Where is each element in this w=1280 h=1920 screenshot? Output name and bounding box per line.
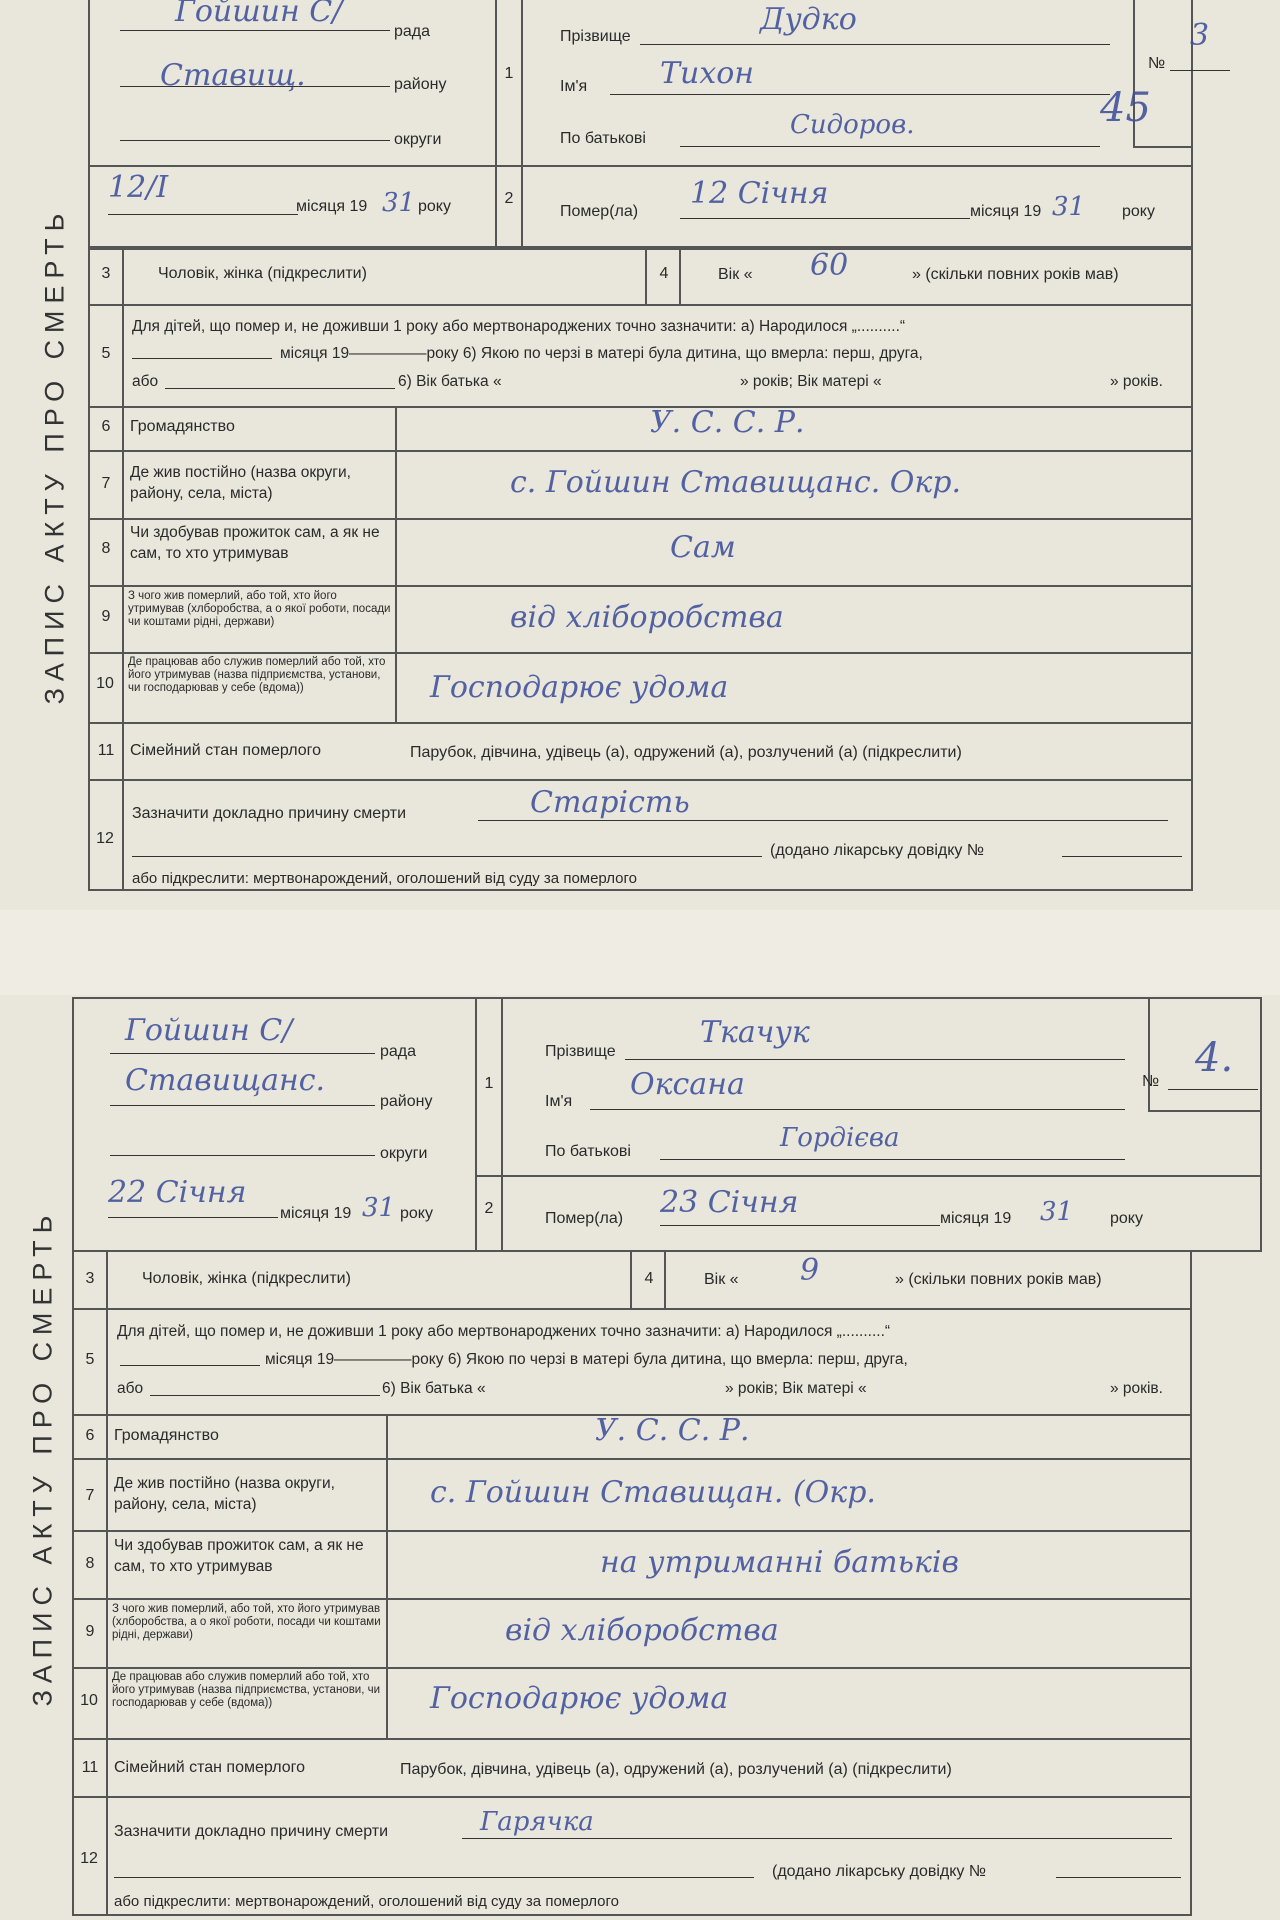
row5-line3b: 6) Вік батька « <box>398 373 502 390</box>
label-surname: Прізвище <box>560 28 631 45</box>
row-number-8: 8 <box>85 1555 95 1572</box>
surname-rule <box>625 1059 1125 1060</box>
patronymic-rule <box>660 1159 1125 1160</box>
label-stillborn: або підкреслити: мертвонарождений, оголошений від суду за померлого <box>132 870 638 887</box>
handwritten-surname: Ткачук <box>700 1015 810 1050</box>
label-age-suffix: » (скільки повних років мав) <box>895 1271 1102 1288</box>
row5-line2: місяця 19—————року 6) Якою по черзі в матері була дитина, що вмерла: перш, друга, <box>265 1351 908 1368</box>
row5-line3b: 6) Вік батька « <box>382 1380 486 1397</box>
cause-rule <box>462 1838 1172 1839</box>
label-citizenship: Громадянство <box>114 1427 219 1444</box>
row-number-8: 8 <box>101 540 111 557</box>
marital-options: Парубок, дівчина, удівець (а), одружений (а), розлучений (а) (підкреслити) <box>400 1761 952 1778</box>
divider <box>88 165 1193 167</box>
label-raionu: району <box>394 76 447 93</box>
label-support: Чи здобував прожиток сам, а як не сам, то хто утримував <box>130 524 380 562</box>
row-number-2: 2 <box>484 1200 494 1217</box>
handwritten-support: Сам <box>670 530 736 565</box>
label-cause: Зазначити докладно причину смерти <box>114 1823 389 1840</box>
label-support: Чи здобував прожиток сам, а як не сам, то хто утримував <box>114 1537 364 1575</box>
row-number-3: 3 <box>101 265 111 282</box>
row5-line1: Для дітей, що помер и, не доживши 1 року або мертвонароджених точно зазначити: а) Народилося „..........“ <box>117 1323 891 1340</box>
row-number-7: 7 <box>85 1487 95 1504</box>
name-rule <box>590 1109 1125 1110</box>
label-rada: рада <box>380 1043 417 1060</box>
row-number-5: 5 <box>85 1351 95 1368</box>
row-number-4: 4 <box>659 265 669 282</box>
label-month: місяця 19 <box>940 1210 1012 1227</box>
row5-rule <box>165 388 395 389</box>
num-col <box>72 1414 108 1798</box>
label-okruhy: округи <box>394 131 442 148</box>
label-patronymic: По батькові <box>545 1143 631 1160</box>
name-rule <box>610 94 1110 95</box>
date-rule <box>108 214 298 215</box>
handwritten-raion: Ставищ. <box>160 58 306 93</box>
row-number-3: 3 <box>85 1270 95 1287</box>
divider <box>88 585 1193 587</box>
handwritten-number: 4. <box>1195 1035 1234 1081</box>
label-work: Де працював або служив померлий або той, хто його утримував (назва підприємства, установи, чи господарював у себе (вдома)) <box>128 656 386 694</box>
label-surname: Прізвище <box>545 1043 616 1060</box>
raion-rule <box>110 1105 375 1106</box>
handwritten-residence: с. Гойшин Ставищанс. Окр. <box>510 465 962 500</box>
handwritten-source: від хліборобства <box>505 1613 779 1648</box>
row-number-12: 12 <box>96 830 114 847</box>
handwritten-citizenship: У. С. С. Р. <box>650 405 805 440</box>
cause-rule-2 <box>132 856 762 857</box>
label-source: З чого жив померлий, або той, хто його утримував (хлборобства, а о якої роботи, посади чи коштами рідні, держави) <box>112 1603 381 1641</box>
page-gap <box>0 910 1280 995</box>
rada-rule <box>120 30 390 31</box>
row-number-9: 9 <box>101 608 111 625</box>
label-okruhy: округи <box>380 1145 428 1162</box>
label-roku: року <box>400 1205 433 1222</box>
handwritten-date-reg: 22 Січня <box>108 1175 247 1210</box>
label-rada: рада <box>394 23 431 40</box>
divider <box>72 1458 1192 1460</box>
row-number-1: 1 <box>484 1075 494 1092</box>
row5-line3d: » років. <box>1110 1380 1163 1397</box>
label-certificate: (додано лікарську довідку № <box>770 842 985 859</box>
row5-line3c: » років; Вік матері « <box>740 373 882 390</box>
handwritten-rada: Гойшин С/ <box>175 0 343 29</box>
handwritten-citizenship: У. С. С. Р. <box>595 1413 750 1448</box>
divider <box>88 652 1193 654</box>
side-title: ЗАПИС АКТУ ПРО СМЕРТЬ <box>39 206 70 704</box>
row5-rule <box>150 1395 380 1396</box>
label-stillborn: або підкреслити: мертвонарождений, оголошений від суду за померлого <box>114 1893 620 1910</box>
marital-options: Парубок, дівчина, удівець (а), одружений (а), розлучений (а) (підкреслити) <box>410 744 962 761</box>
divider <box>88 722 1193 724</box>
label-raionu: району <box>380 1093 433 1110</box>
row-number-6: 6 <box>101 418 111 435</box>
patronymic-rule <box>680 146 1100 147</box>
handwritten-rada: Гойшин С/ <box>125 1013 293 1048</box>
row-number-11: 11 <box>97 742 115 759</box>
label-month: місяця 19 <box>296 198 368 215</box>
handwritten-raion: Ставищанс. <box>125 1063 326 1098</box>
num-col <box>88 406 124 781</box>
label-marital: Сімейний стан померлого <box>114 1759 306 1776</box>
label-marital: Сімейний стан померлого <box>130 742 322 759</box>
divider <box>72 1530 1192 1532</box>
handwritten-name: Оксана <box>630 1067 745 1102</box>
label-work: Де працював або служив померлий або той, хто його утримував (назва підприємства, установи, чи господарював у себе (вдома)) <box>112 1671 381 1709</box>
cause-rule <box>478 820 1168 821</box>
label-name: Ім'я <box>560 78 588 95</box>
died-rule <box>660 1225 940 1226</box>
raion-rule <box>120 86 390 87</box>
handwritten-date-reg: 12/I <box>108 170 169 205</box>
label-roku: року <box>418 198 451 215</box>
handwritten-work: Господарює удома <box>430 1681 729 1716</box>
certificate-rule <box>1062 856 1182 857</box>
handwritten-year-reg: 31 <box>382 188 416 218</box>
row-number-6: 6 <box>85 1427 95 1444</box>
side-title: ЗАПИС АКТУ ПРО СМЕРТЬ <box>27 1208 58 1707</box>
row-number-11: 11 <box>81 1759 99 1776</box>
divider <box>88 518 1193 520</box>
handwritten-surname: Дудко <box>760 2 857 37</box>
handwritten-name: Тихон <box>660 56 755 91</box>
label-roku: року <box>1110 1210 1143 1227</box>
date-rule <box>108 1217 278 1218</box>
row-number-1: 1 <box>504 65 514 82</box>
handwritten-patronymic: Сидоров. <box>790 110 915 140</box>
number-rule <box>1170 70 1230 71</box>
label-age-suffix: » (скільки повних років мав) <box>912 266 1119 283</box>
label-month: місяця 19 <box>280 1205 352 1222</box>
rada-rule <box>110 1053 375 1054</box>
label-patronymic: По батькові <box>560 130 646 147</box>
label-died: Помер(ла) <box>545 1210 624 1227</box>
label-sex: Чоловік, жінка (підкреслити) <box>142 1270 351 1287</box>
divider <box>72 1738 1192 1740</box>
label-certificate: (додано лікарську довідку № <box>772 1863 987 1880</box>
row5-line3a: або <box>132 373 159 390</box>
handwritten-year-reg: 31 <box>362 1193 396 1223</box>
row-number-10: 10 <box>80 1692 98 1709</box>
handwritten-patronymic: Гордієва <box>780 1123 900 1153</box>
death-record-2 <box>0 995 1280 1920</box>
row5-line3c: » років; Вік матері « <box>725 1380 867 1397</box>
label-roku: року <box>1122 203 1155 220</box>
label-sex: Чоловік, жінка (підкреслити) <box>158 265 367 282</box>
death-record-1 <box>0 0 1280 910</box>
row-number-12: 12 <box>80 1850 98 1867</box>
handwritten-cause: Старість <box>530 785 690 820</box>
handwritten-mark: 45 <box>1100 85 1151 131</box>
divider <box>72 1598 1192 1600</box>
handwritten-source: від хліборобства <box>510 600 784 635</box>
row-number-2: 2 <box>504 190 514 207</box>
label-number: № <box>1148 55 1166 72</box>
row-number-4: 4 <box>644 1270 654 1287</box>
handwritten-support: на утриманні батьків <box>600 1545 959 1580</box>
certificate-rule <box>1056 1877 1181 1878</box>
handwritten-age: 9 <box>800 1253 820 1288</box>
label-number: № <box>1142 1073 1160 1090</box>
row5-line1: Для дітей, що помер и, не доживши 1 року або мертвонароджених точно зазначити: а) Народилося „..........“ <box>132 318 906 335</box>
handwritten-residence: с. Гойшин Ставищан. (Окр. <box>430 1475 876 1510</box>
divider <box>88 450 1193 452</box>
handwritten-cause: Гарячка <box>480 1807 594 1837</box>
row5-line2: місяця 19—————року 6) Якою по черзі в матері була дитина, що вмерла: перш, друга, <box>280 345 923 362</box>
surname-rule <box>640 44 1110 45</box>
divider <box>495 0 523 248</box>
label-age: Вік « <box>718 266 753 283</box>
handwritten-number: 3 <box>1190 18 1210 53</box>
handwritten-death-year: 31 <box>1052 192 1086 222</box>
okruhy-rule <box>110 1155 375 1156</box>
row-number-5: 5 <box>101 345 111 362</box>
label-residence: Де жив постійно (назва округи, району, села, міста) <box>114 1475 335 1513</box>
number-rule <box>1168 1089 1258 1090</box>
handwritten-death-year: 31 <box>1040 1197 1074 1227</box>
okruhy-rule <box>120 140 390 141</box>
label-name: Ім'я <box>545 1093 573 1110</box>
row5-line3d: » років. <box>1110 373 1163 390</box>
row5-line3a: або <box>117 1380 144 1397</box>
label-month: місяця 19 <box>970 203 1042 220</box>
handwritten-death-date: 12 Січня <box>690 176 829 211</box>
label-cause: Зазначити докладно причину смерти <box>132 805 407 822</box>
handwritten-death-date: 23 Січня <box>660 1185 799 1220</box>
row-number-10: 10 <box>96 675 114 692</box>
row5-rule <box>132 358 272 359</box>
label-residence: Де жив постійно (назва округи, району, села, міста) <box>130 464 351 502</box>
divider <box>475 1175 1262 1177</box>
row5-rule <box>120 1365 260 1366</box>
label-died: Помер(ла) <box>560 203 639 220</box>
died-rule <box>680 218 970 219</box>
label-age: Вік « <box>704 1271 739 1288</box>
handwritten-age: 60 <box>810 248 849 283</box>
divider <box>72 1667 1192 1669</box>
label-citizenship: Громадянство <box>130 418 235 435</box>
label-source: З чого жив померлий, або той, хто його утримував (хлборобства, а о якої роботи, посади чи коштами рідні, держави) <box>128 590 391 628</box>
cause-rule-2 <box>114 1877 754 1878</box>
row-number-7: 7 <box>101 475 111 492</box>
handwritten-work: Господарює удома <box>430 670 729 705</box>
row-number-9: 9 <box>85 1623 95 1640</box>
